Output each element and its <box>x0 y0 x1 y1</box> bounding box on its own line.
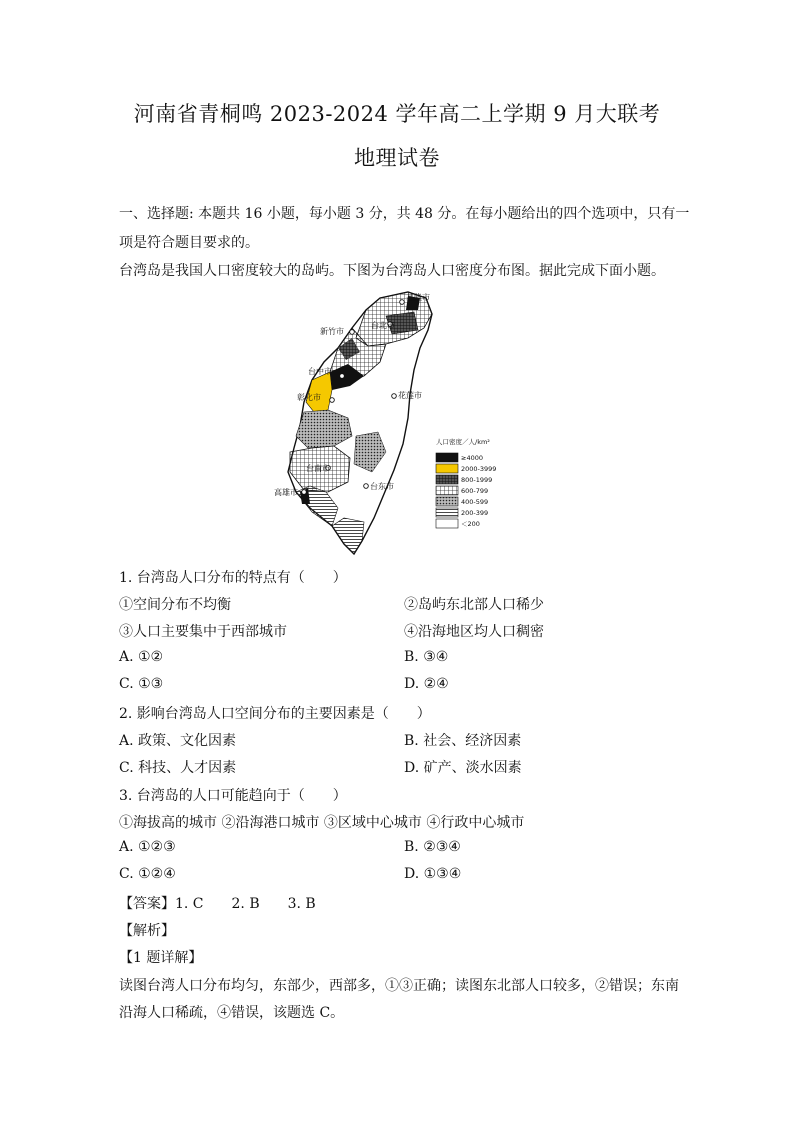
legend-swatch-2 <box>436 464 458 473</box>
legend-label-6: 200-399 <box>461 509 489 517</box>
city-label-changhua: 彰化市 <box>297 393 321 402</box>
legend-swatch-3 <box>436 475 458 484</box>
q1-statement-3: ③人口主要集中于西部城市 <box>119 624 287 640</box>
q1-option-b: B. ③④ <box>404 649 449 665</box>
city-label-hualien: 花莲市 <box>398 391 422 400</box>
city-label-hsinchu: 新竹市 <box>320 327 344 336</box>
q3-stem: 3. 台湾岛的人口可能趋向于（ ） <box>119 788 347 804</box>
legend-label-2: 2000-3999 <box>461 465 497 473</box>
city-label-taipei: 台北市 <box>371 321 395 330</box>
q1-statement-2: ②岛屿东北部人口稀少 <box>404 597 544 613</box>
q1-stem: 1. 台湾岛人口分布的特点有（ ） <box>119 570 347 586</box>
q2-option-a: A. 政策、文化因素 <box>119 733 237 749</box>
q2-option-b: B. 社会、经济因素 <box>404 733 522 749</box>
section-intro-cont: 项是符合题目要求的。 <box>119 235 259 251</box>
question-stem-intro: 台湾岛是我国人口密度较大的岛屿。下图为台湾岛人口密度分布图。据此完成下面小题。 <box>119 263 665 279</box>
answer-line: 【答案】1. C 2. B 3. B <box>119 896 316 912</box>
section-intro: 一、选择题: 本题共 16 小题，每小题 3 分，共 48 分。在每小题给出的四个选项中，只有一 <box>119 206 690 222</box>
legend-label-1: ≥4000 <box>461 454 483 462</box>
q1-option-a: A. ①② <box>119 649 164 665</box>
legend-label-5: 400-599 <box>461 498 489 506</box>
legend-title: 人口密度／人/km² <box>436 438 490 446</box>
legend-label-7: ＜200 <box>461 520 480 528</box>
q3-option-d: D. ①③④ <box>404 866 462 882</box>
q1-statement-4: ④沿海地区均人口稠密 <box>404 624 544 640</box>
detail-text-2: 沿海人口稀疏，④错误，该题选 C。 <box>119 1005 345 1021</box>
q2-option-d: D. 矿产、淡水因素 <box>404 760 522 776</box>
q1-statement-1: ①空间分布不均衡 <box>119 597 231 613</box>
page-subtitle: 地理试卷 <box>354 146 440 170</box>
city-label-kaohsiung: 高雄市 <box>274 488 298 497</box>
q1-option-d: D. ②④ <box>404 676 449 692</box>
analysis-label: 【解析】 <box>119 923 175 939</box>
legend-label-4: 600-799 <box>461 487 489 495</box>
legend-swatch-1 <box>436 453 458 462</box>
q3-option-c: C. ①②④ <box>119 866 176 882</box>
legend-swatch-7 <box>436 519 458 528</box>
city-label-tainan: 台南市 <box>306 464 330 473</box>
taiwan-population-density-map <box>268 286 518 558</box>
detail-label: 【1 题详解】 <box>119 950 203 966</box>
legend-swatch-4 <box>436 486 458 495</box>
q3-option-a: A. ①②③ <box>119 839 176 855</box>
legend-swatch-6 <box>436 508 458 517</box>
city-label-taichung: 台中市 <box>308 367 332 376</box>
q3-statements: ①海拔高的城市 ②沿海港口城市 ③区域中心城市 ④行政中心城市 <box>119 815 525 831</box>
page-title: 河南省青桐鸣 2023-2024 学年高二上学期 9 月大联考 <box>133 102 661 126</box>
detail-text-1: 读图台湾人口分布均匀，东部少，西部多，①③正确；读图东北部人口较多，②错误；东南 <box>119 978 679 994</box>
legend-swatch-5 <box>436 497 458 506</box>
city-label-keelung: 基隆市 <box>406 293 430 302</box>
density-region-changhua <box>306 372 332 412</box>
q2-option-c: C. 科技、人才因素 <box>119 760 237 776</box>
q1-option-c: C. ①③ <box>119 676 164 692</box>
q2-stem: 2. 影响台湾岛人口空间分布的主要因素是（ ） <box>119 706 431 722</box>
legend-label-3: 800-1999 <box>461 476 493 484</box>
map-legend <box>436 437 496 528</box>
city-label-taitung: 台东市 <box>370 482 394 491</box>
q3-option-b: B. ②③④ <box>404 839 461 855</box>
